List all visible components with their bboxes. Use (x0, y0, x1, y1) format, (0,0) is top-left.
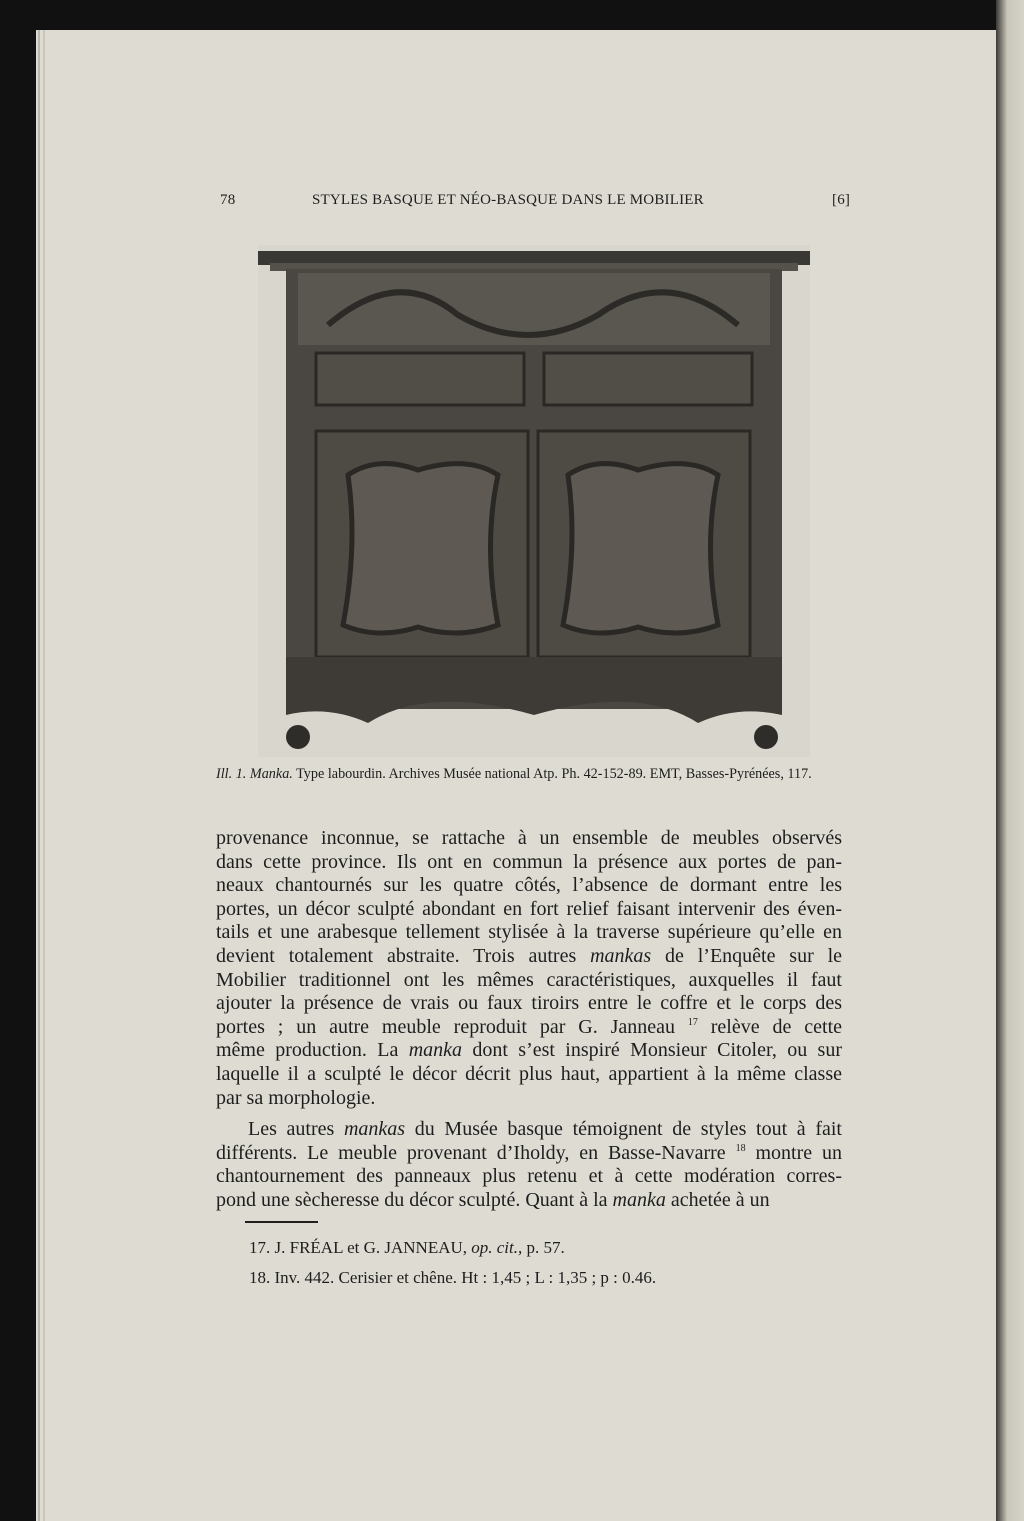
text-line (216, 945, 842, 969)
text-run: 17. J. FRÉAL et G. JANNEAU, (249, 1238, 472, 1257)
footnote-reference: 17 (687, 1016, 698, 1028)
text-run: devient totalement abstraite. Trois autres (216, 944, 591, 967)
text-line (216, 851, 842, 875)
figure-caption (216, 766, 846, 782)
text-line (216, 874, 842, 898)
text-run: chantournement des panneaux plus retenu et à cette modération corres- (216, 1165, 842, 1188)
text-run: provenance inconnue, se rattache à un ensemble de meubles observés (216, 827, 842, 849)
text-line (216, 969, 842, 993)
section-number: [6] (832, 192, 851, 208)
text-run: ajouter la présence de vrais ou faux tiroirs entre le coffre et le corps des (216, 992, 842, 1015)
text-run: 18. Inv. 442. Cerisier et chêne. Ht : 1,45 ; L : 1,35 ; p : 0.46. (249, 1268, 657, 1287)
text-line (216, 1142, 842, 1166)
text-run: mankas (343, 1118, 406, 1141)
text-line (216, 992, 842, 1016)
text-line (216, 1165, 842, 1189)
text-run: différents. Le meuble provenant d’Iholdy, en Basse-Navarre (216, 1141, 736, 1164)
next-page-edge (996, 0, 1024, 1521)
text-run: neaux chantournés sur les quatre côtés, l’absence de dormant entre les (216, 874, 842, 897)
text-run: Les autres (248, 1118, 344, 1141)
text-run: de l’Enquête sur le (651, 944, 842, 967)
text-run: portes ; un autre meuble reproduit par G. Janneau (216, 1015, 688, 1038)
text-run: op. cit., (471, 1238, 523, 1257)
text-run: Mobilier traditionnel ont les mêmes caractéristiques, auxquelles il faut (216, 968, 842, 991)
text-line (216, 1063, 842, 1087)
text-run: par sa morphologie. (216, 1086, 376, 1109)
text-run: du Musée basque témoignent de styles tout à fait (405, 1118, 842, 1141)
page-edge-line (38, 30, 40, 1521)
footnote-17 (249, 1238, 565, 1258)
text-run: achetée à un (665, 1188, 770, 1211)
text-run: montre un (745, 1141, 842, 1164)
footnote-reference: 18 (735, 1142, 746, 1154)
text-run: manka (408, 1039, 463, 1062)
text-run: mankas (590, 944, 652, 967)
text-run: manka (612, 1188, 666, 1211)
page-number: 78 (220, 192, 236, 208)
text-line (216, 1118, 842, 1142)
text-run: dans cette province. Ils ont en commun la présence aux portes de pan- (216, 850, 842, 873)
text-line (216, 827, 842, 851)
paragraph-gap (216, 1110, 842, 1118)
text-run: p. 57. (522, 1238, 565, 1257)
text-run: portes, un décor sculpté abondant en fort relief faisant intervenir des éven- (216, 897, 842, 920)
body-text (216, 827, 842, 1213)
running-title: STYLES BASQUE ET NÉO-BASQUE DANS LE MOBILIER (312, 192, 704, 208)
caption-text: Type labourdin. Archives Musée national Atp. Ph. 42-152-89. EMT, Basses-Pyrénées, 117. (292, 766, 812, 782)
text-line (216, 1016, 842, 1040)
text-line (216, 921, 842, 945)
footnote-18 (249, 1268, 656, 1288)
text-run: tails et une arabesque tellement stylisée à la traverse supérieure qu’elle en (216, 921, 842, 944)
page-edge-line (43, 30, 45, 1521)
footnote-rule (245, 1221, 318, 1223)
furniture-photograph (258, 245, 810, 757)
text-run: dont s’est inspiré Monsieur Citoler, ou sur (462, 1039, 842, 1062)
text-line (216, 898, 842, 922)
text-line (216, 1039, 842, 1063)
text-run: même production. La (216, 1039, 409, 1062)
text-run: pond une sècheresse du décor sculpté. Quant à la (216, 1188, 613, 1211)
text-line (216, 1189, 842, 1213)
text-line (216, 1087, 842, 1111)
text-run: laquelle il a sculpté le décor décrit plus haut, appartient à la même classe (216, 1062, 842, 1085)
caption-label: Ill. 1. Manka. (216, 766, 293, 782)
text-run: relève de cette (697, 1015, 842, 1038)
